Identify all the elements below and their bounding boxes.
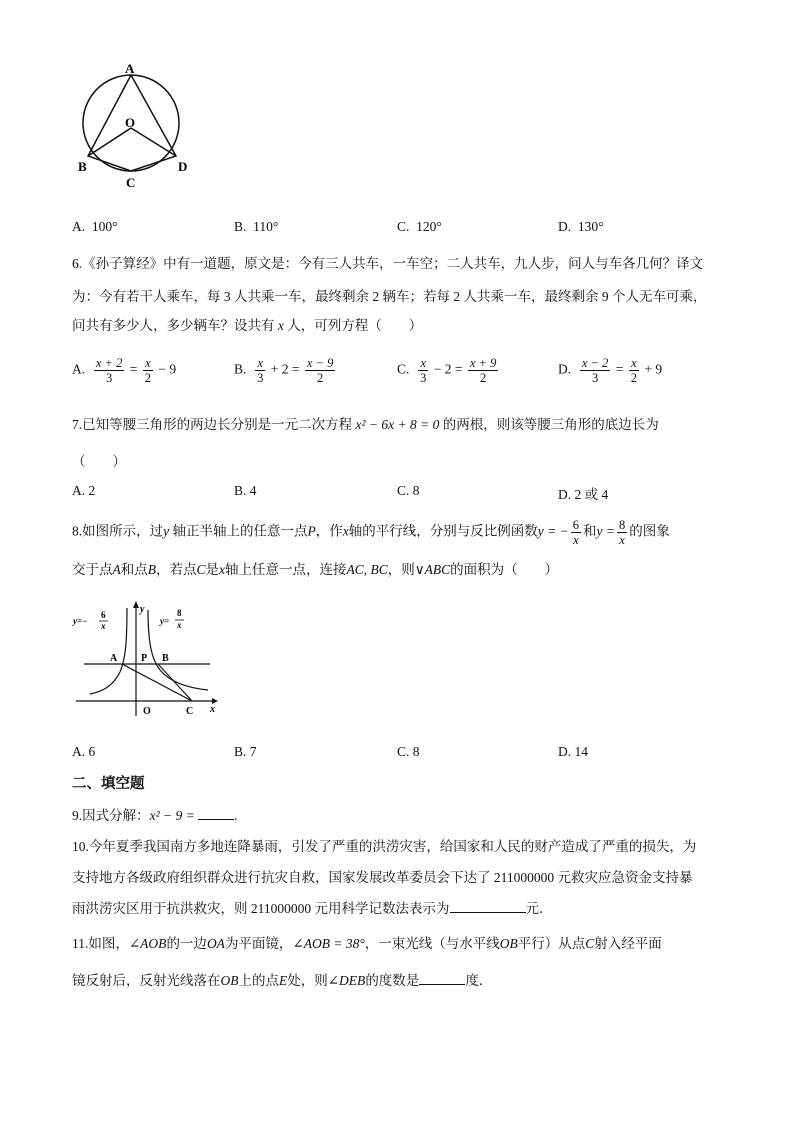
q11-answer-blank[interactable] — [419, 970, 465, 985]
segment-bc — [158, 664, 192, 701]
q6-option-b: B. $\frac{x}{3}$ + 2 = $\frac{x - 9}{2}$ — [234, 356, 334, 385]
func-right-den: x — [177, 620, 182, 630]
q8-figure — [70, 598, 230, 722]
label-y: y — [140, 604, 145, 615]
label-c: C — [126, 175, 136, 190]
q6-line-3: 问共有多少人，多少辆车？设共有 x 人，可列方程（ ） — [72, 318, 423, 333]
q5-option-d: D. 130° — [558, 219, 604, 234]
label-a: A — [125, 61, 135, 76]
q11-line-1: 11.如图，∠AOB的一边OA为平面镜，∠AOB = 38°，一束光线（与水平线OB平行）从点C射入经平面 — [72, 936, 662, 951]
y-axis-arrow — [133, 601, 139, 608]
section-title-fill-in: 二、填空题 — [72, 776, 145, 792]
q8-option-b: B. 7 — [234, 744, 257, 759]
q7-line-2: （ ） — [72, 454, 126, 469]
q10-answer-blank[interactable] — [450, 898, 526, 913]
func-label-right: y= — [160, 616, 170, 626]
q10-line-2: 支持地方各级政府组织群众进行抗灾自救，国家发展改革委员会下达了 211000000 元救灾应急资金支持暴 — [72, 870, 693, 885]
func-right-num: 8 — [177, 608, 182, 618]
q9-line: 9.因式分解：x² − 9 = . — [72, 805, 238, 826]
q6-option-d: D. $\frac{x - 2}{3}$ = $\frac{x}{2}$ + 9 — [558, 356, 663, 385]
q7-option-b: B. 4 — [234, 483, 257, 498]
q6-line-2: 为：今有若干人乘车，每 3 人共乘一车，最终剩余 2 辆车；若每 2 人共乘一车，最终剩余 9 个人无车可乘， — [72, 289, 707, 304]
q11-line-2: 镜反射后，反射光线落在OB上的点E处，则∠DEB的度数是 度． — [72, 970, 492, 991]
segment-ob — [88, 128, 131, 156]
q7-option-a: A. 2 — [72, 483, 96, 498]
q8-option-c: C. 8 — [397, 744, 420, 759]
label-b: B — [162, 653, 169, 664]
q5-option-b: B. 110° — [234, 219, 279, 234]
q7-option-c: C. 8 — [397, 483, 420, 498]
label-o: O — [143, 706, 151, 717]
func-label-left: y=− — [73, 616, 88, 626]
label-o: O — [125, 115, 136, 130]
segment-od — [131, 128, 176, 156]
q5-option-c: C. 120° — [397, 219, 442, 234]
q9-answer-blank[interactable] — [198, 805, 234, 820]
q6-option-a: A. $\frac{x + 2}{3}$ = $\frac{x}{2}$ − 9 — [72, 356, 177, 385]
label-a: A — [110, 653, 118, 664]
segment-ac — [122, 664, 192, 701]
q8-line-2: 交于点A和点B，若点C是x轴上任意一点，连接AC, BC，则∨ABC的面积为（ ） — [72, 562, 559, 577]
q7-option-d: D. 2 或 4 — [558, 487, 609, 502]
q8-option-d: D. 14 — [558, 744, 588, 759]
circle-figure — [76, 60, 196, 190]
q5-option-a: A. 100° — [72, 219, 118, 234]
curve-negative — [90, 608, 127, 694]
label-x: x — [210, 704, 215, 715]
label-p: P — [141, 653, 148, 664]
func-left-den: x — [101, 621, 106, 631]
q8-option-a: A. 6 — [72, 744, 96, 759]
q10-line-1: 10.今年夏季我国南方多地连降暴雨，引发了严重的洪涝灾害，给国家和人民的财产造成了严重的损失，为 — [72, 839, 697, 854]
func-left-num: 6 — [101, 610, 106, 620]
q6-option-c: C. $\frac{x}{3}$ − 2 = $\frac{x + 9}{2}$ — [397, 356, 497, 385]
label-d: D — [178, 159, 188, 174]
label-b: B — [78, 159, 87, 174]
label-c: C — [186, 706, 194, 717]
q8-line-1: 8.如图所示，过y 轴正半轴上的任意一点P，作x轴的平行线，分别与反比例函数y = − $\frac{6}{x}$ 和y = $\frac{8}{x}$ 的图象 — [72, 518, 670, 547]
q10-line-3: 雨洪涝灾区用于抗洪救灾，则 211000000 元用科学记数法表示为 元． — [72, 898, 553, 919]
q6-line-1: 6.《孙子算经》中有一道题，原文是：今有三人共车，一车空；二人共车，九人步，问人与车各几何？译文 — [72, 256, 704, 271]
q7-line-1: 7.已知等腰三角形的两边长分别是一元二次方程 x² − 6x + 8 = 0 的两根，则该等腰三角形的底边长为 — [72, 417, 659, 432]
